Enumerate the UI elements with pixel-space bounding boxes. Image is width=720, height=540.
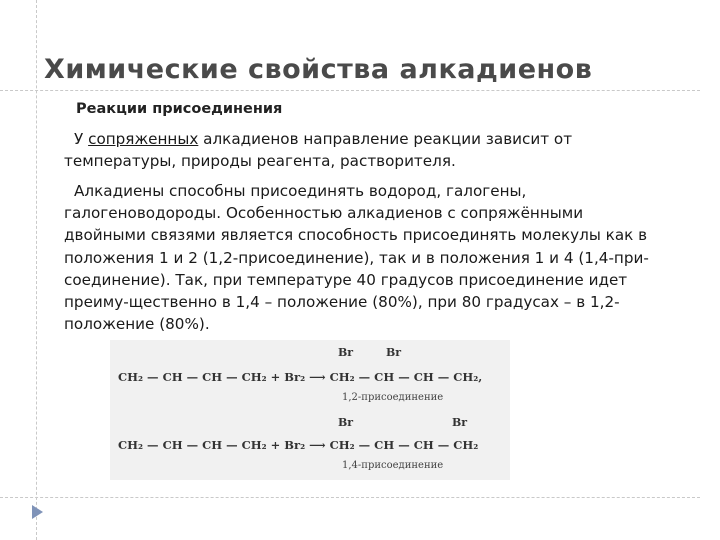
equation-2-note: 1,4-присоединение bbox=[342, 460, 444, 471]
paragraph-conjugated bbox=[64, 128, 664, 172]
eq1-substituent-left: Br bbox=[338, 346, 354, 359]
title-divider-line bbox=[0, 90, 700, 91]
reaction-equations-image bbox=[110, 340, 510, 480]
equation-1-note: 1,2-присоединение bbox=[342, 392, 444, 403]
section-subheading: Реакции присоединения bbox=[76, 101, 283, 117]
paragraph-addition-description: Алкадиены способны присоединять водород, галогены, галогеноводороды. Особенностью алкадиенов с сопряжёнными двойными связями является способность присоединять молекулы как в положения 1 и 2 (1,2-присоединение), так и в положения 1 и 4 (1,4-при-соединение). Так, при температуре 40 градусов присоединение идет преиму-щественно в 1,4 – положение (80%), при 80 градусах – в 1,2-положение (80%). bbox=[64, 182, 649, 334]
para1-underlined-term: сопряженных bbox=[88, 130, 199, 148]
eq2-substituent-left: Br bbox=[338, 416, 354, 429]
equation-2: CH₂ — CH — CH — CH₂ + Br₂ ⟶ CH₂ — CH — CH — CH₂ bbox=[118, 438, 479, 452]
equation-1: CH₂ — CH — CH — CH₂ + Br₂ ⟶ CH₂ — CH — CH — CH₂, bbox=[118, 370, 483, 384]
eq2-substituent-right: Br bbox=[452, 416, 468, 429]
triangle-right-icon bbox=[32, 505, 43, 519]
eq1-substituent-right: Br bbox=[386, 346, 402, 359]
vertical-guide-line bbox=[36, 0, 37, 540]
slide-title: Химические свойства алкадиенов bbox=[44, 54, 593, 85]
para1-prefix: У bbox=[74, 130, 89, 148]
para1-rest: алкадиенов направление реакции зависит от температуры, природы реагента, растворителя. bbox=[64, 130, 573, 171]
bottom-divider-line bbox=[0, 497, 700, 498]
